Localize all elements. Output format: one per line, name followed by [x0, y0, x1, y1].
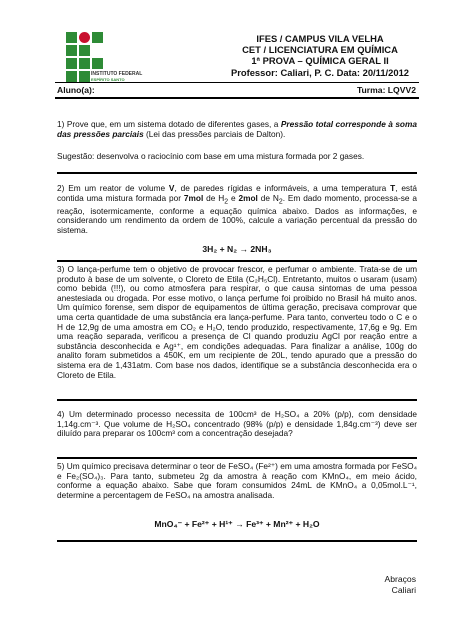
q2-subscript: 2	[224, 198, 229, 206]
logo-square	[92, 32, 103, 43]
q2-text: . Em dado momento, processa-se a reação, isotermicamente, conforme a equação química abaixo. Dados as informações, e considerando um rendimento da ordem de 100%, calcule a variação percentual da pressão do sistema.	[57, 192, 417, 236]
question-1	[57, 120, 417, 139]
question-4: 4) Um determinado processo necessita de 100cm³ de H₂SO₄ a 20% (p/p), com densidade 1,14g.cm⁻³. Que volume de H₂SO₄ concentrado (98% (p/p) e densidade 1,84g.cm⁻³) deve ser diluído para preparar os 100cm³ com a concentração desejada?	[57, 409, 417, 439]
question-3: 3) O lança-perfume tem o objetivo de provocar frescor, e perfumar o ambiente. Trata-se de um produto à base de um solvente, o Cloreto de Etila (C₂H₅Cl). Entretanto, muitos o usaram (usam) como bebida (!!!), ou como atmosfera para respirar, o que causa sintomas de uma pessoa anestesiada ou drogada. Por esse motivo, o lança perfume foi proibido no Brasil há muito anos. Um químico forense, sem dispor de equipamentos de última geração, precisava comprovar que uma certa quantidade de uma substância era lança-perfume. Para tanto, converteu todo o C e o H de 12,9g de uma amostra em CO₂ e H₂O, tendo produzido, respectivamente, 17,6g e 9g. Em uma reação separada, verificou a presença de Cl quando produziu AgCl por reação entre a substância desconhecida e Ag¹⁺, em condições adequadas. Para finalizar a análise, 100g do analito foram submetidos a 450K, em um recipiente de 20L, tendo apurado que a pressão do sistema era de 1,431atm. Com base nos dados, identifique se a substância desconhecida era o Cloreto de Etila.	[57, 264, 417, 380]
header-divider	[55, 82, 419, 83]
separator	[57, 172, 417, 174]
logo-square	[92, 58, 103, 69]
question-1-hint: Sugestão: desenvolva o raciocínio com base em uma mistura formada por 2 gases.	[57, 151, 365, 161]
signature-name: Caliari	[391, 585, 416, 595]
closing: Abraços	[384, 574, 416, 584]
institution-campus: ESPÍRITO SANTO	[91, 77, 125, 82]
q2-equation: 3H₂ + N₂ → 2NH₃	[202, 244, 272, 254]
header-line-4: Professor: Caliari, P. C. Data: 20/11/2012	[230, 66, 410, 78]
separator	[57, 540, 417, 542]
q2-text: , de paredes rígidas e informáveis, a uma temperatura	[174, 183, 391, 193]
logo-square	[79, 45, 90, 56]
q2-text: 2) Em um reator de volume	[57, 183, 169, 193]
q2-volume: V	[168, 183, 175, 193]
header-line-1: IFES / CAMPUS VILA VELHA	[256, 33, 384, 44]
q1-emphasis: Pressão total corresponde à soma das pressões parciais	[57, 119, 417, 139]
exam-header	[190, 33, 450, 78]
student-divider	[55, 97, 419, 99]
separator	[57, 399, 417, 401]
q2-text: e	[228, 192, 239, 203]
q2-text: de H	[203, 192, 225, 203]
question-5: 5) Um químico precisava determinar o teor de FeSO₄ (Fe²⁺) em uma amostra formada por FeSO₄ e Fe₂(SO₄)₃. Para tanto, submeteu 2g da amostra à reação com KMnO₄, em meio ácido, conforme a equação abaixo. Sabe que foram consumidos 24mL de KMnO₄ a 0,05mol.L⁻¹, determine a percentagem de FeSO₄ na amostra analisada.	[57, 461, 417, 500]
q2-subscript: 2	[278, 198, 283, 206]
q5-equation: MnO₄⁻ + Fe²⁺ + H¹⁺ → Fe³⁺ + Mn²⁺ + H₂O	[154, 519, 320, 529]
student-name-label: Aluno(a):	[57, 85, 95, 95]
q2-n2-amount: 2mol	[238, 192, 258, 203]
header-line-2: CET / LICENCIATURA EM QUÍMICA	[242, 44, 398, 56]
class-label: Turma: LQVV2	[356, 85, 416, 95]
q2-h2-amount: 7mol	[183, 192, 204, 203]
question-2	[57, 184, 417, 236]
q1-text-end: (Lei das pressões parciais de Dalton).	[143, 128, 286, 139]
q1-text: 1) Prove que, em um sistema dotado de diferentes gases, a	[57, 119, 281, 129]
separator	[57, 260, 417, 262]
q2-temperature: T	[390, 183, 396, 193]
q2-text: de N	[257, 192, 279, 203]
separator	[57, 457, 417, 459]
logo-square	[66, 58, 77, 69]
logo-square	[79, 71, 90, 82]
logo-square	[66, 71, 77, 82]
q2-text: , está contida uma mistura formada por	[57, 183, 417, 203]
logo-square	[79, 58, 90, 69]
header-line-3: 1ª PROVA – QUÍMICA GERAL II	[251, 55, 389, 67]
logo-square	[66, 32, 77, 43]
institution-title: INSTITUTO FEDERAL	[91, 71, 143, 77]
logo-dot	[79, 32, 90, 43]
logo-square	[66, 45, 77, 56]
